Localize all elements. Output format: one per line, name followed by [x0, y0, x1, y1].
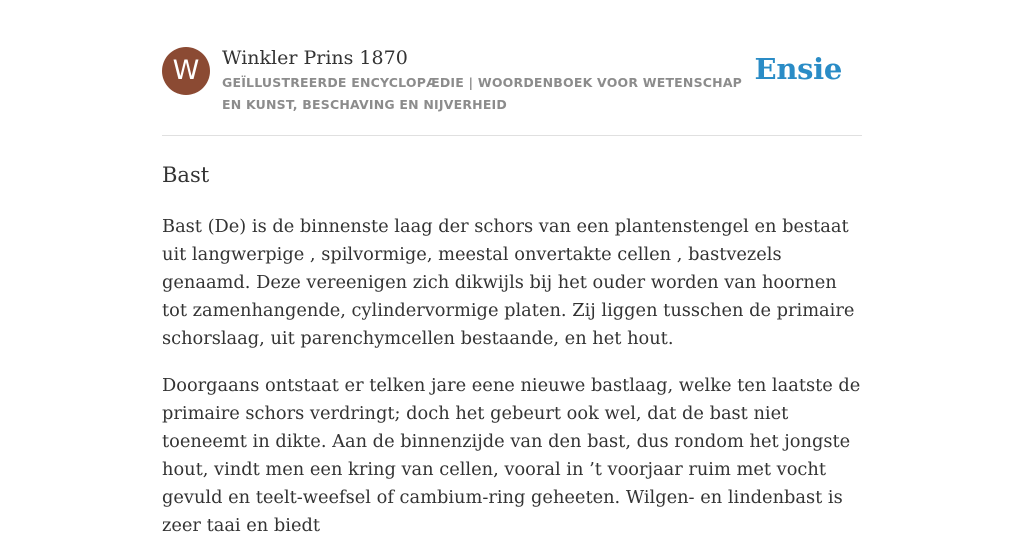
article-body	[162, 213, 862, 540]
page	[162, 0, 862, 559]
article-title: Bast	[162, 163, 210, 187]
site-header	[162, 0, 862, 136]
site-subtitle: GEÏLLUSTREERDE ENCYCLOPÆDIE | WOORDENBOEK VOOR WETENSCHAP EN KUNST, BESCHAVING EN NIJVERHEID	[222, 75, 743, 112]
brand-logo[interactable]: Ensie	[754, 52, 842, 86]
article-paragraph: Doorgaans ontstaat er telken jare eene nieuwe bastlaag, welke ten laatste de primaire schors verdringt; doch het gebeurt ook wel, dat de bast niet toeneemt in dikte. Aan de binnenzijde van den bast, dus rondom het jongste hout, vindt men een kring van cellen, vooral in ’t voorjaar ruim met vocht gevuld en teelt-weefsel of cambium-ring geheeten. Wilgen- en lindenbast is zeer taai en biedt	[162, 375, 861, 536]
article-paragraph: Bast (De) is de binnenste laag der schors van een plantenstengel en bestaat uit langwerpige , spilvormige, meestal onvertakte cellen , bastvezels genaamd. Deze vereenigen zich dikwijls bij het ouder worden van hoornen tot zamenhangende, cylindervormige platen. Zij liggen tusschen de primaire schorslaag, uit parenchymcellen bestaande, en het hout.	[162, 216, 855, 349]
avatar[interactable]: W	[162, 47, 210, 95]
title-block	[222, 44, 752, 116]
site-title[interactable]: Winkler Prins 1870	[222, 47, 408, 69]
